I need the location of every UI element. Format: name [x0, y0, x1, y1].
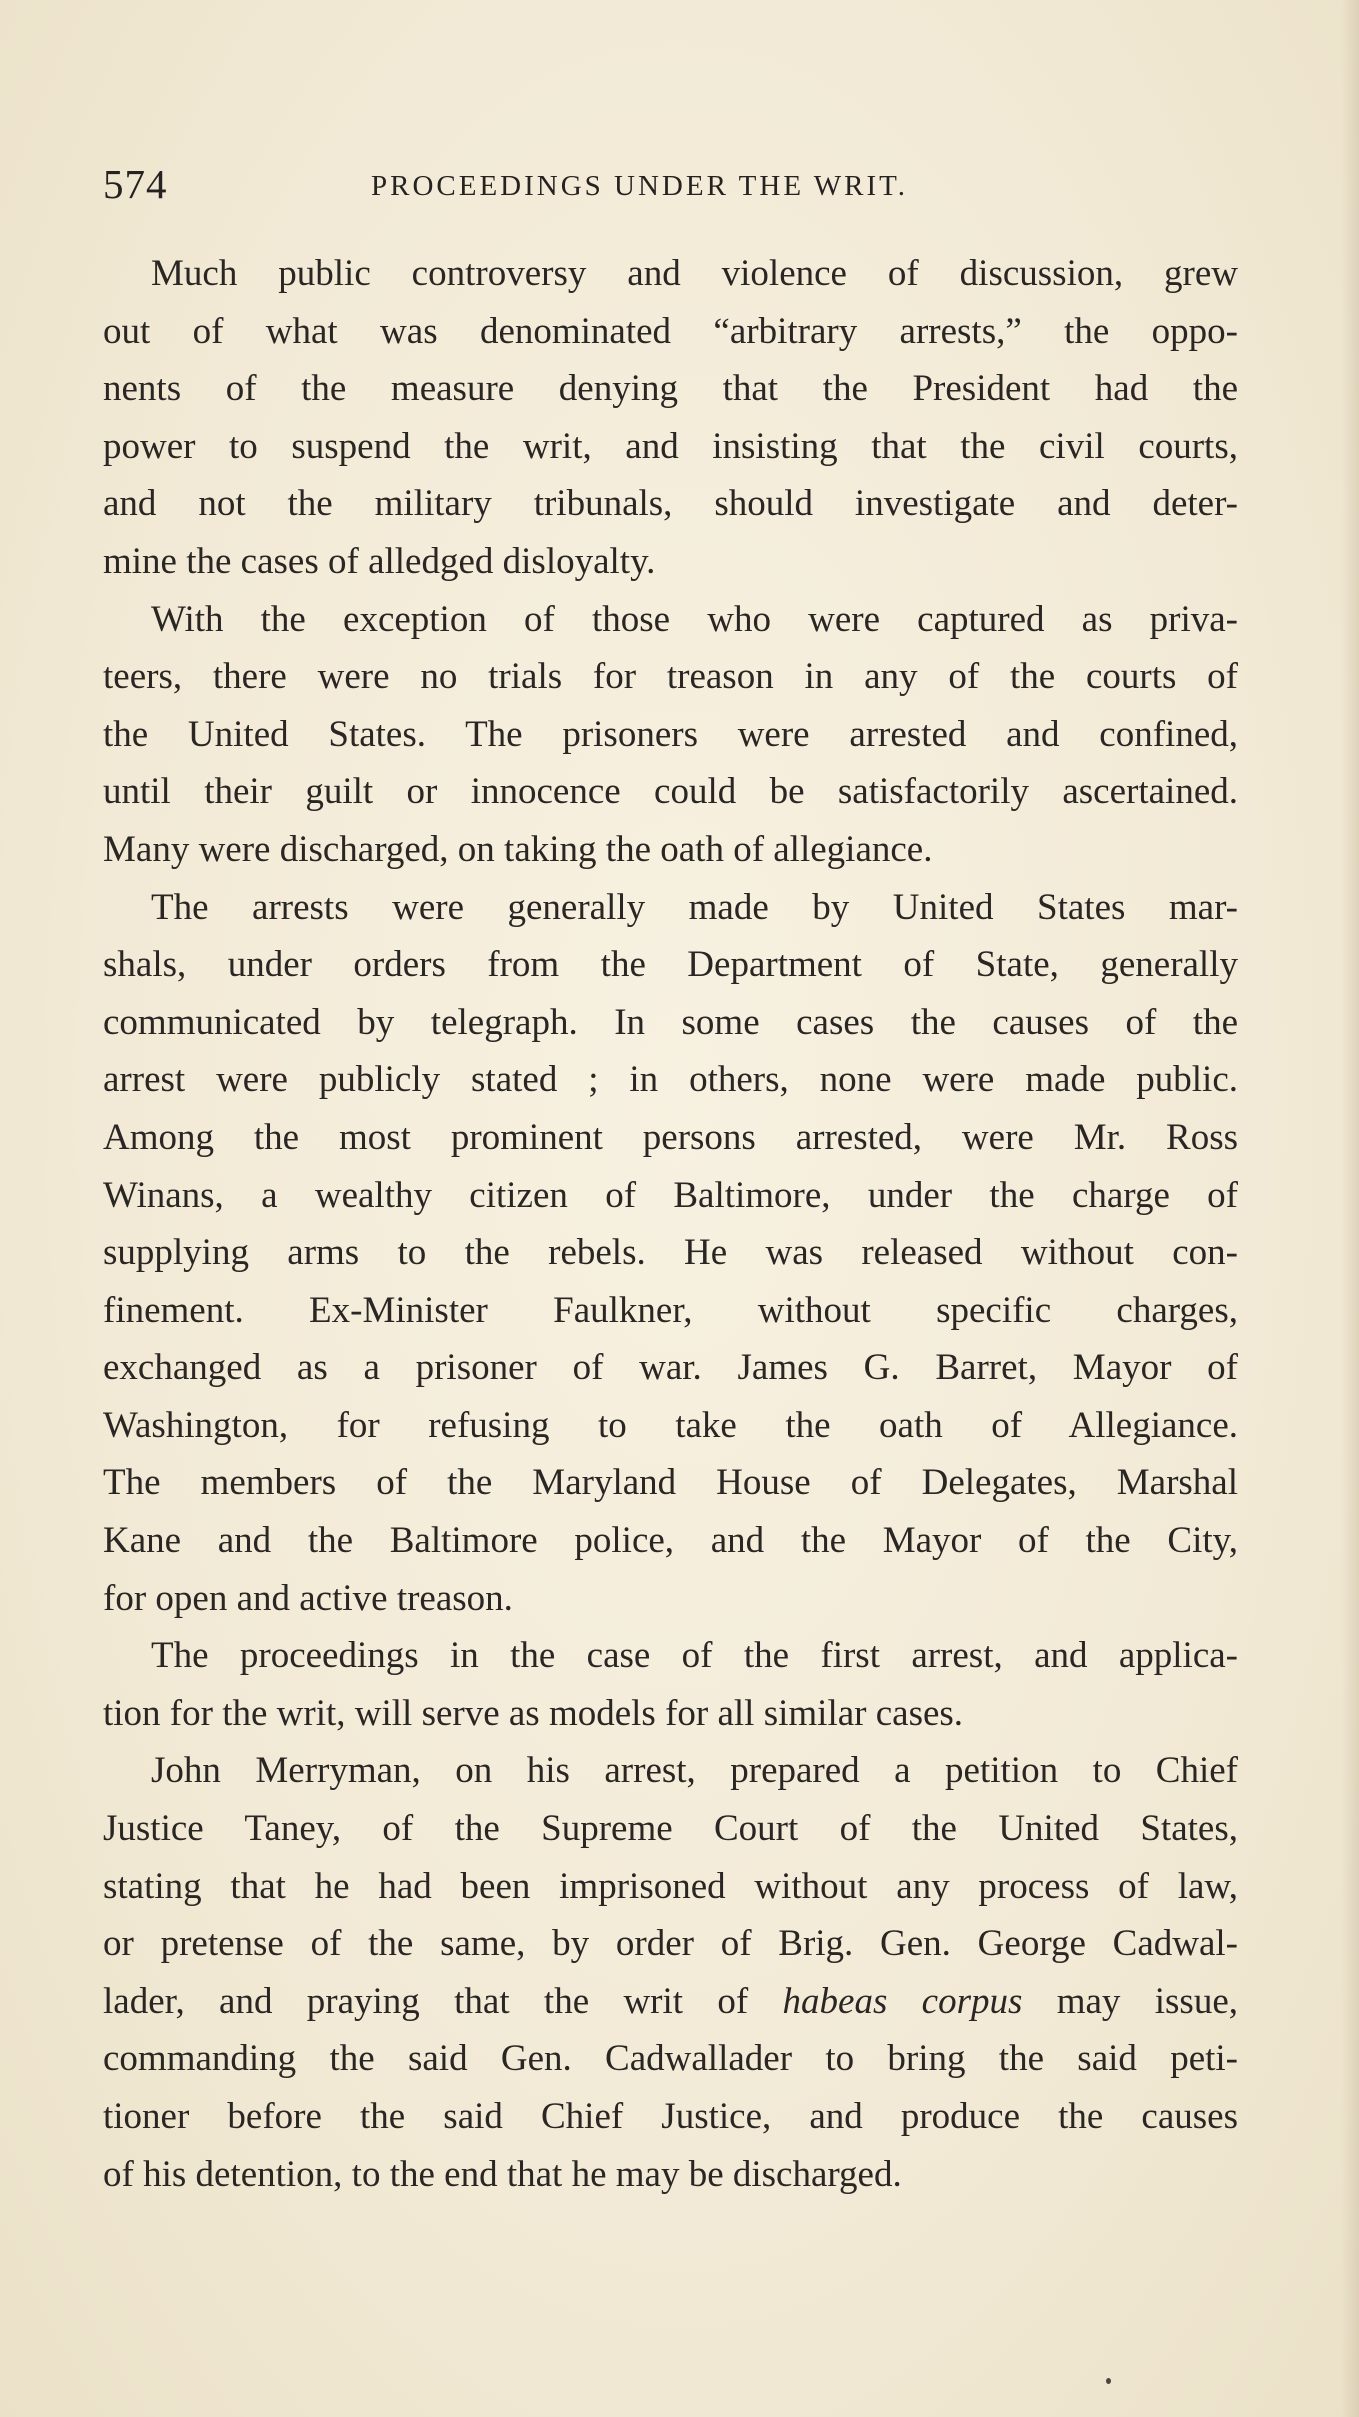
text-line: shals, under orders from the Department of State, generally [103, 944, 1238, 986]
text-line: The arrests were generally made by United States mar- [151, 886, 1238, 928]
text-line: exchanged as a prisoner of war. James G. Barret, Mayor of [103, 1347, 1238, 1389]
text-line: supplying arms to the rebels. He was released without con- [103, 1232, 1238, 1274]
ink-speck [1106, 2378, 1111, 2384]
text-line: Among the most prominent persons arrested, were Mr. Ross [103, 1116, 1238, 1158]
text-line: John Merryman, on his arrest, prepared a petition to Chief [151, 1750, 1238, 1792]
text-line: of his detention, to the end that he may be discharged. [103, 2153, 902, 2195]
text-line: until their guilt or innocence could be satisfactorily ascertained. [103, 771, 1238, 813]
text-line: and not the military tribunals, should investigate and deter- [103, 483, 1238, 525]
text-line: mine the cases of alledged disloyalty. [103, 540, 656, 582]
text-line: power to suspend the writ, and insisting that the civil courts, [103, 425, 1238, 467]
text-line: tion for the writ, will serve as models for all similar cases. [103, 1692, 964, 1734]
italic-phrase: habeas corpus [782, 1980, 1023, 2022]
text-line: Washington, for refusing to take the oath of Allegiance. [103, 1404, 1238, 1446]
text-line: Much public controversy and violence of discussion, grew [151, 253, 1238, 294]
running-head [103, 160, 1238, 220]
text-line: communicated by telegraph. In some cases the causes of the [103, 1001, 1238, 1043]
text-line: commanding the said Gen. Cadwallader to bring the said peti- [103, 2038, 1238, 2080]
text-line: arrest were publicly stated ; in others, none were made public. [103, 1059, 1238, 1101]
page-number: 574 [103, 161, 168, 207]
text-line: nents of the measure denying that the President had the [103, 368, 1238, 410]
text-run: may issue, [1022, 1980, 1239, 2022]
text-line: the United States. The prisoners were arrested and confined, [103, 713, 1238, 755]
text-line: Justice Taney, of the Supreme Court of the United States, [103, 1808, 1238, 1850]
text-line: The proceedings in the case of the first arrest, and applica- [151, 1635, 1238, 1677]
text-line: stating that he had been imprisoned without any process of law, [103, 1865, 1238, 1907]
text-line: tioner before the said Chief Justice, and produce the causes [103, 2096, 1238, 2137]
text-line: teers, there were no trials for treason in any of the courts of [103, 656, 1238, 698]
text-line: out of what was denominated “arbitrary arrests,” the oppo- [103, 310, 1238, 352]
text-line: Winans, a wealthy citizen of Baltimore, under the charge of [103, 1174, 1238, 1216]
text-run: lader, and praying that the writ of [103, 1980, 783, 2022]
text-line: or pretense of the same, by order of Brig. Gen. George Cadwal- [103, 1923, 1238, 1965]
text-line: Many were discharged, on taking the oath of allegiance. [103, 828, 933, 870]
body-text [103, 245, 1238, 2203]
running-title: PROCEEDINGS UNDER THE WRIT. [371, 170, 908, 202]
text-line: for open and active treason. [103, 1577, 513, 1619]
text-line: finement. Ex-Minister Faulkner, without specific charges, [103, 1289, 1238, 1331]
page-edge-shadow [1341, 0, 1359, 2417]
text-line: With the exception of those who were captured as priva- [151, 598, 1238, 640]
text-line: The members of the Maryland House of Delegates, Marshal [103, 1462, 1238, 1504]
text-line-with-italic [103, 1973, 1238, 2031]
text-line: Kane and the Baltimore police, and the Mayor of the City, [103, 1520, 1238, 1562]
